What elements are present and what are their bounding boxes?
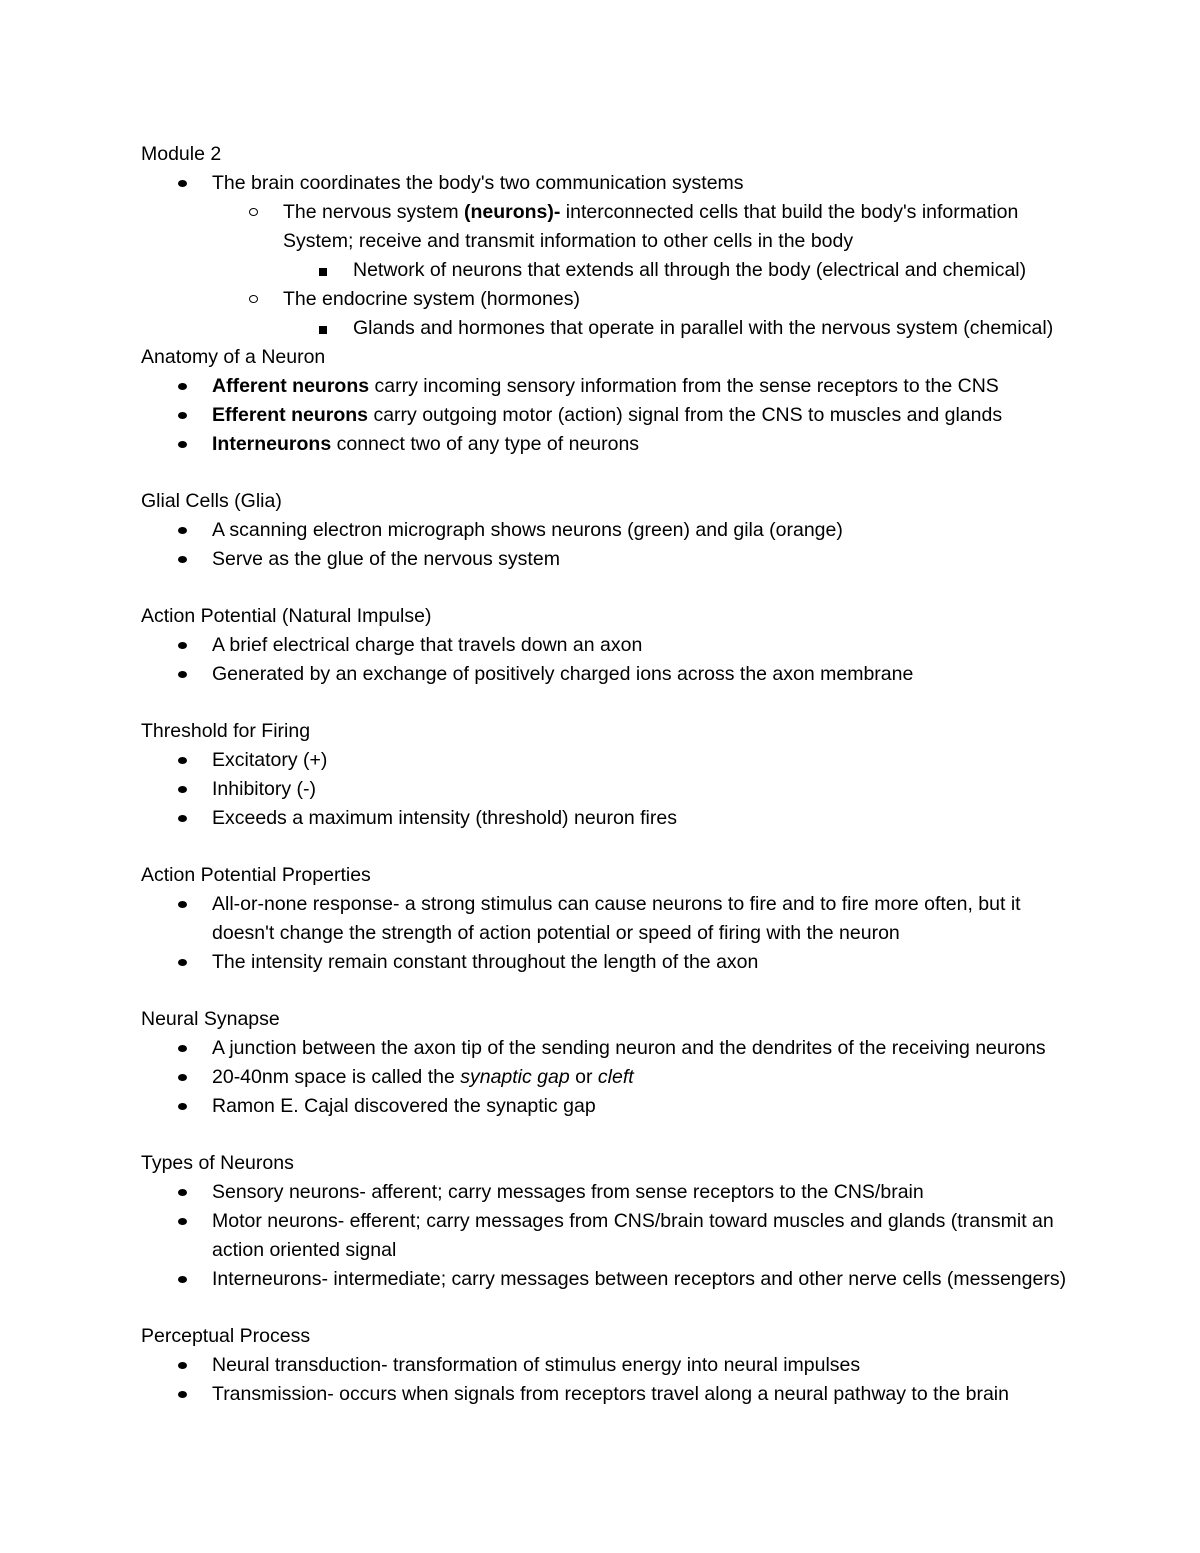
spacer <box>141 574 1181 602</box>
list-item: The brain coordinates the body's two communication systems <box>141 169 1181 198</box>
bullet-circle-icon <box>249 295 258 303</box>
bullet-disc-icon <box>178 671 187 678</box>
spacer <box>141 689 1181 717</box>
list-item: Transmission- occurs when signals from receptors travel along a neural pathway to the brain <box>141 1380 1181 1409</box>
section-heading-threshold: Threshold for Firing <box>141 720 311 742</box>
spacer <box>141 1294 1181 1322</box>
bullet-disc-icon <box>178 959 187 966</box>
bullet-disc-icon <box>178 901 187 908</box>
list-item: A scanning electron micrograph shows neurons (green) and gila (orange) <box>141 516 1181 545</box>
spacer <box>141 1121 1181 1149</box>
list-item: Ramon E. Cajal discovered the synaptic gap <box>141 1092 1181 1121</box>
list-item: Sensory neurons- afferent; carry messages from sense receptors to the CNS/brain <box>141 1178 1181 1207</box>
bullet-disc-icon <box>178 180 187 187</box>
bullet-disc-icon <box>178 1362 187 1369</box>
list-item: A brief electrical charge that travels down an axon <box>141 631 1181 660</box>
bullet-disc-icon <box>178 757 187 764</box>
list-item: Interneurons- intermediate; carry messages between receptors and other nerve cells (messengers) <box>141 1265 1181 1294</box>
bullet-disc-icon <box>178 1391 187 1398</box>
bullet-disc-icon <box>178 1189 187 1196</box>
list-item: Interneurons connect two of any type of neurons <box>141 430 1181 459</box>
list-item-continuation: System; receive and transmit information to other cells in the body <box>283 230 854 252</box>
spacer <box>141 833 1181 861</box>
section-heading-anatomy: Anatomy of a Neuron <box>141 346 326 368</box>
spacer <box>141 977 1181 1005</box>
bullet-disc-icon <box>178 527 187 534</box>
list-item: Neural transduction- transformation of stimulus energy into neural impulses <box>141 1351 1181 1380</box>
bullet-square-icon <box>319 268 327 276</box>
bullet-disc-icon <box>178 383 187 390</box>
module-title: Module 2 <box>141 143 222 165</box>
list-item-continuation: doesn't change the strength of action potential or speed of firing with the neuron <box>212 922 900 944</box>
section-heading-ap-properties: Action Potential Properties <box>141 864 371 886</box>
bullet-circle-icon <box>249 208 258 216</box>
list-item-continuation: action oriented signal <box>212 1239 397 1261</box>
list-item: Afferent neurons carry incoming sensory information from the sense receptors to the CNS <box>141 372 1181 401</box>
list-item: The intensity remain constant throughout the length of the axon <box>141 948 1181 977</box>
section-heading-action-potential: Action Potential (Natural Impulse) <box>141 605 432 627</box>
list-item: Network of neurons that extends all through the body (electrical and chemical) <box>141 256 1181 285</box>
bullet-disc-icon <box>178 642 187 649</box>
list-item: Inhibitory (-) <box>141 775 1181 804</box>
list-item: All-or-none response- a strong stimulus can cause neurons to fire and to fire more often, but it <box>141 890 1181 919</box>
list-item: Excitatory (+) <box>141 746 1181 775</box>
bullet-disc-icon <box>178 1218 187 1225</box>
list-item-endocrine-system: The endocrine system (hormones) <box>141 285 1181 314</box>
bullet-disc-icon <box>178 441 187 448</box>
document-body <box>141 140 1181 1409</box>
spacer <box>141 459 1181 487</box>
list-item: Motor neurons- efferent; carry messages from CNS/brain toward muscles and glands (transmit an <box>141 1207 1181 1236</box>
section-heading-glial: Glial Cells (Glia) <box>141 490 282 512</box>
bullet-disc-icon <box>178 1276 187 1283</box>
bullet-disc-icon <box>178 1103 187 1110</box>
bullet-disc-icon <box>178 815 187 822</box>
list-item: Exceeds a maximum intensity (threshold) neuron fires <box>141 804 1181 833</box>
list-item-nervous-system: The nervous system (neurons)- interconnected cells that build the body's information <box>141 198 1181 227</box>
bullet-disc-icon <box>178 1045 187 1052</box>
section-heading-types: Types of Neurons <box>141 1152 294 1174</box>
bullet-disc-icon <box>178 412 187 419</box>
bullet-square-icon <box>319 326 327 334</box>
list-item: Generated by an exchange of positively charged ions across the axon membrane <box>141 660 1181 689</box>
section-heading-synapse: Neural Synapse <box>141 1008 280 1030</box>
bullet-disc-icon <box>178 786 187 793</box>
list-item: Glands and hormones that operate in parallel with the nervous system (chemical) <box>141 314 1181 343</box>
list-item: 20-40nm space is called the synaptic gap or cleft <box>141 1063 1181 1092</box>
section-heading-perceptual: Perceptual Process <box>141 1325 311 1347</box>
bullet-disc-icon <box>178 1074 187 1081</box>
list-item: Efferent neurons carry outgoing motor (action) signal from the CNS to muscles and glands <box>141 401 1181 430</box>
list-item: A junction between the axon tip of the sending neuron and the dendrites of the receiving neurons <box>141 1034 1181 1063</box>
list-item: Serve as the glue of the nervous system <box>141 545 1181 574</box>
bullet-disc-icon <box>178 556 187 563</box>
